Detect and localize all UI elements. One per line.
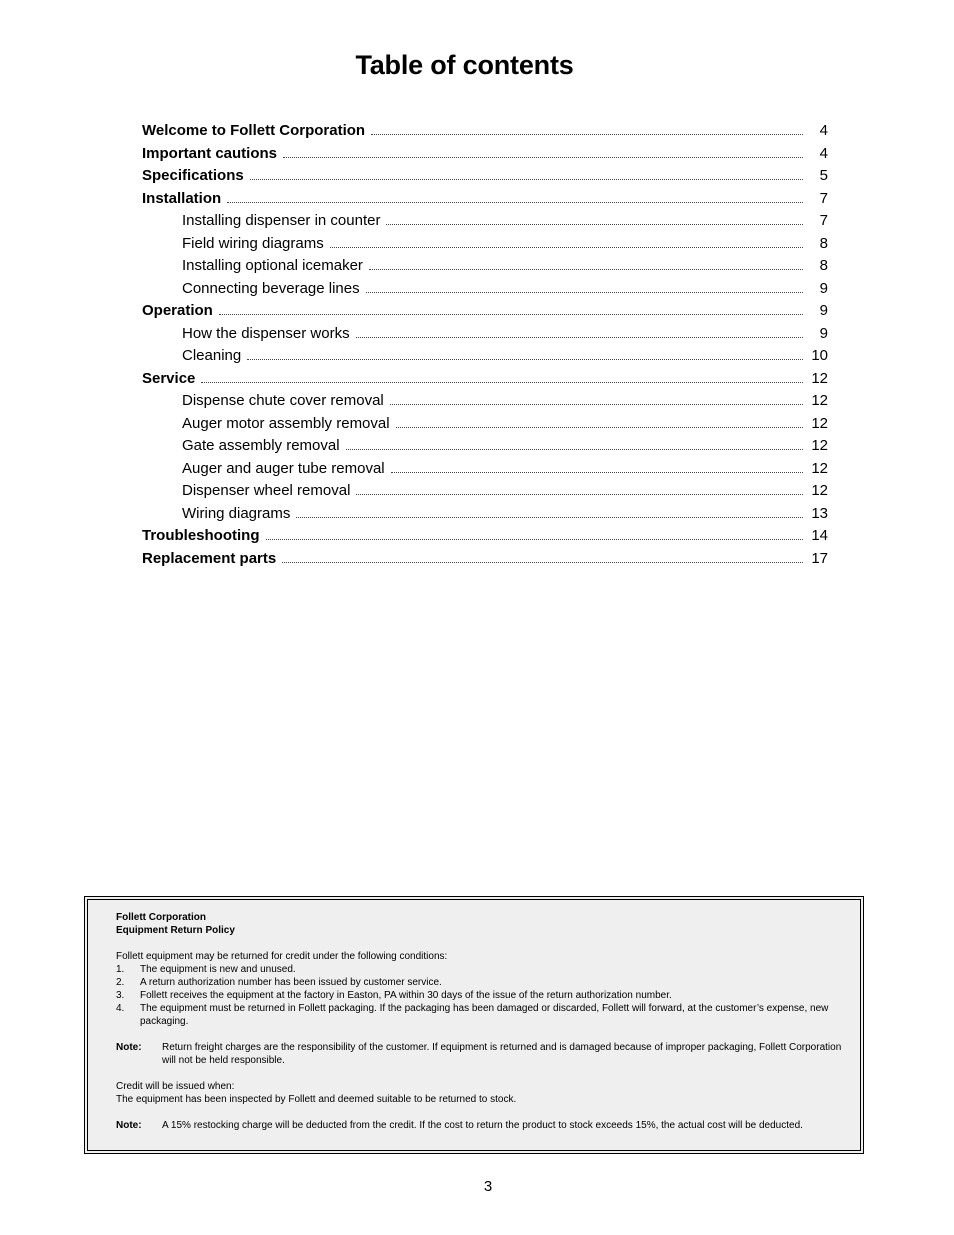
- toc-entry: [142, 325, 828, 348]
- toc-entry-label: Wiring diagrams: [182, 504, 291, 522]
- policy-heading: Equipment Return Policy: [116, 925, 235, 936]
- toc-entry-label: Cleaning: [182, 347, 242, 364]
- toc-entry-page: 7: [819, 212, 828, 229]
- policy-conditions: [116, 963, 854, 1028]
- toc-dot-leader: [283, 153, 803, 158]
- toc-entry: [142, 167, 828, 190]
- toc-entry-label: Dispense chute cover removal: [182, 392, 384, 409]
- table-of-contents: [142, 122, 828, 572]
- toc-entry: [142, 415, 828, 438]
- toc-dot-leader: [227, 198, 803, 203]
- toc-entry-label: Specifications: [142, 167, 244, 184]
- toc-entry-page: 8: [819, 257, 828, 274]
- toc-dot-leader: [282, 558, 803, 563]
- toc-entry: [142, 280, 828, 303]
- toc-dot-leader: [396, 423, 803, 428]
- toc-entry-page: 10: [811, 347, 828, 364]
- toc-entry-page: 7: [819, 189, 828, 207]
- toc-entry-label: Auger motor assembly removal: [182, 414, 390, 432]
- toc-entry-page: 12: [811, 482, 828, 499]
- toc-entry: [142, 505, 828, 528]
- toc-entry-page: 9: [819, 302, 828, 319]
- policy-note-restocking: Note: A 15% restocking charge will be deducted from the credit. If the cost to return the product to stock exceeds 15%, the actual cost will be deducted.: [116, 1120, 803, 1131]
- toc-entry: [142, 527, 828, 550]
- toc-entry-page: 4: [819, 122, 828, 139]
- toc-entry-page: 14: [811, 527, 828, 544]
- credit-text: The equipment has been inspected by Follett and deemed suitable to be returned to stock.: [116, 1094, 517, 1105]
- toc-dot-leader: [250, 175, 803, 180]
- toc-entry: [142, 302, 828, 325]
- toc-entry: [142, 460, 828, 483]
- toc-dot-leader: [366, 288, 803, 293]
- toc-entry: [142, 235, 828, 258]
- toc-entry-label: Operation: [142, 302, 213, 319]
- list-item: 3. Follett receives the equipment at the factory in Easton, PA within 30 days of the issue of the return authorization number.: [116, 990, 672, 1001]
- policy-note-freight: Note: Return freight charges are the responsibility of the customer. If equipment is returned and is damaged because of improper packaging, Follett Corporation will not be held responsible.: [116, 1042, 842, 1066]
- toc-entry-label: Installation: [142, 189, 222, 207]
- toc-entry-label: Dispenser wheel removal: [182, 482, 351, 499]
- toc-entry: [142, 370, 828, 393]
- toc-entry-label: Auger and auger tube removal: [182, 459, 385, 477]
- toc-entry-page: 5: [819, 167, 828, 184]
- policy-company: Follett Corporation: [116, 912, 206, 923]
- toc-entry: [142, 145, 828, 168]
- toc-dot-leader: [391, 468, 803, 473]
- toc-entry-label: Troubleshooting: [142, 527, 260, 544]
- policy-intro: Follett equipment may be returned for credit under the following conditions:: [116, 951, 448, 962]
- toc-dot-leader: [386, 220, 803, 225]
- toc-dot-leader: [369, 265, 803, 270]
- toc-entry-page: 12: [811, 392, 828, 409]
- toc-entry-label: Welcome to Follett Corporation: [142, 122, 366, 139]
- toc-entry-label: Gate assembly removal: [182, 437, 340, 454]
- list-item: 4. The equipment must be returned in Follett packaging. If the packaging has been damaged or discarded, Follett will forward, at the customer’s expense, new packaging.: [116, 1003, 829, 1027]
- toc-entry-page: 8: [819, 234, 828, 252]
- toc-entry-page: 9: [819, 279, 828, 297]
- page-number: 3: [483, 1178, 493, 1195]
- toc-entry-label: How the dispenser works: [182, 324, 350, 342]
- list-item: 2. A return authorization number has been issued by customer service.: [116, 977, 442, 988]
- toc-entry: [142, 392, 828, 415]
- toc-entry: [142, 122, 828, 145]
- toc-entry-page: 12: [811, 414, 828, 432]
- toc-entry: [142, 347, 828, 370]
- toc-dot-leader: [201, 378, 803, 383]
- list-item: 1. The equipment is new and unused.: [116, 964, 296, 975]
- toc-dot-leader: [371, 130, 803, 135]
- toc-dot-leader: [346, 445, 803, 450]
- toc-entry-label: Installing optional icemaker: [182, 257, 363, 274]
- toc-dot-leader: [247, 355, 803, 360]
- toc-entry: [142, 190, 828, 213]
- toc-dot-leader: [219, 310, 803, 315]
- toc-dot-leader: [356, 333, 803, 338]
- toc-dot-leader: [356, 490, 803, 495]
- toc-entry-page: 17: [811, 549, 828, 567]
- toc-entry-label: Field wiring diagrams: [182, 234, 324, 252]
- toc-entry-page: 12: [811, 369, 828, 387]
- toc-entry-label: Connecting beverage lines: [182, 279, 360, 297]
- toc-dot-leader: [266, 535, 804, 540]
- toc-entry: [142, 437, 828, 460]
- toc-entry: [142, 212, 828, 235]
- toc-entry-page: 9: [819, 324, 828, 342]
- toc-entry-label: Replacement parts: [142, 549, 277, 567]
- toc-entry: [142, 482, 828, 505]
- toc-dot-leader: [296, 513, 803, 518]
- toc-entry-page: 13: [811, 504, 828, 522]
- toc-entry-label: Installing dispenser in counter: [182, 212, 381, 229]
- toc-entry: [142, 257, 828, 280]
- toc-dot-leader: [330, 243, 803, 248]
- toc-dot-leader: [390, 400, 803, 405]
- page-title: Table of contents: [355, 50, 574, 80]
- toc-entry: [142, 550, 828, 573]
- toc-entry-page: 12: [811, 459, 828, 477]
- return-policy-box: [84, 896, 864, 1154]
- toc-entry-page: 4: [819, 144, 828, 162]
- credit-heading: Credit will be issued when:: [116, 1081, 235, 1092]
- toc-entry-page: 12: [811, 437, 828, 454]
- toc-entry-label: Service: [142, 369, 196, 387]
- toc-entry-label: Important cautions: [142, 144, 278, 162]
